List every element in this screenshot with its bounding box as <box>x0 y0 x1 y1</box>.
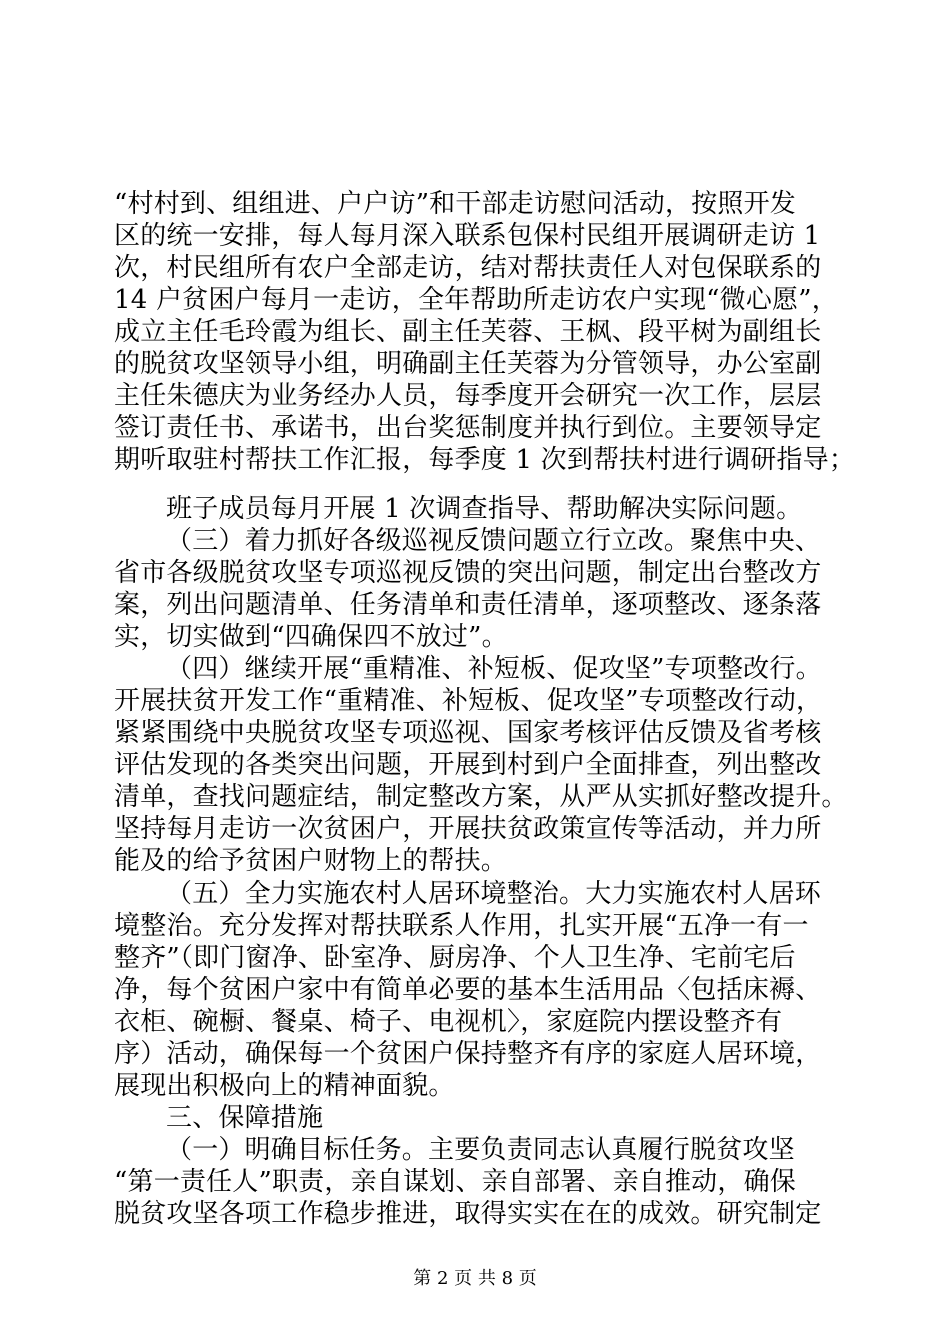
text-line: 签订责任书、承诺书，出台奖惩制度并执行到位。主要领导定 <box>114 413 822 443</box>
text-line: 主任朱德庆为业务经办人员，每季度开会研究一次工作，层层 <box>114 381 822 411</box>
text-line: 三、保障措施 <box>166 1103 324 1133</box>
text-line: 的脱贫攻坚领导小组，明确副主任芙蓉为分管领导，办公室副 <box>114 349 822 379</box>
text-line: 案，列出问题清单、任务清单和责任清单，逐项整改、逐条落 <box>114 590 822 620</box>
text-line: （三）着力抓好各级巡视反馈问题立行立改。聚焦中央、 <box>166 526 822 556</box>
text-line: 省市各级脱贫攻坚专项巡视反馈的突出问题，制定出台整改方 <box>114 558 822 588</box>
text-line: 14 户贫困户每月一走访，全年帮助所走访农户实现“微心愿”， <box>114 285 838 315</box>
text-line: 开展扶贫开发工作“重精准、补短板、促攻坚”专项整改行动， <box>114 686 823 716</box>
text-line: 境整治。充分发挥对帮扶联系人作用，扎实开展“五净一有一 <box>114 911 809 941</box>
text-line: 评估发现的各类突出问题，开展到村到户全面排查，列出整改 <box>114 750 822 780</box>
text-line: 展现出积极向上的精神面貌。 <box>114 1071 455 1101</box>
text-line: 期听取驻村帮扶工作汇报，每季度 1 次到帮扶村进行调研指导； <box>114 445 856 475</box>
text-line: 整齐”（即门窗净、卧室净、厨房净、个人卫生净、宅前宅后 <box>114 943 796 973</box>
text-line: 清单，查找问题症结，制定整改方案，从严从实抓好整改提升。 <box>114 782 848 812</box>
text-line: 成立主任毛玲霞为组长、副主任芙蓉、王枫、段平树为副组长 <box>114 317 822 347</box>
text-line: 序）活动，确保每一个贫困户保持整齐有序的家庭人居环境， <box>114 1039 822 1069</box>
text-line: “第一责任人”职责，亲自谋划、亲自部署、亲自推动，确保 <box>114 1167 796 1197</box>
text-line: （五）全力实施农村人居环境整治。大力实施农村人居环 <box>166 879 822 909</box>
text-line: 次，村民组所有农户全部走访，结对帮扶责任人对包保联系的 <box>114 253 822 283</box>
text-line: 区的统一安排，每人每月深入联系包保村民组开展调研走访 1 <box>114 221 821 251</box>
text-line: （四）继续开展“重精准、补短板、促攻坚”专项整改行。 <box>166 654 822 684</box>
text-line: 紧紧围绕中央脱贫攻坚专项巡视、国家考核评估反馈及省考核 <box>114 718 822 748</box>
text-line: 坚持每月走访一次贫困户，开展扶贫政策宣传等活动，并力所 <box>114 814 822 844</box>
text-line: 实，切实做到“四确保四不放过”。 <box>114 622 508 652</box>
text-line: 脱贫攻坚各项工作稳步推进，取得实实在在的成效。研究制定 <box>114 1199 822 1229</box>
text-line: 净，每个贫困户家中有简单必要的基本生活用品〈包括床褥、 <box>114 975 822 1005</box>
text-line: 能及的给予贫困户财物上的帮扶。 <box>114 846 508 876</box>
text-line: （一）明确目标任务。主要负责同志认真履行脱贫攻坚 <box>166 1135 795 1165</box>
text-line: 班子成员每月开展 1 次调查指导、帮助解决实际问题。 <box>166 494 803 524</box>
text-line: 衣柜、碗橱、餐桌、椅子、电视机〉，家庭院内摆设整齐有 <box>114 1007 783 1037</box>
page-footer: 第 2 页 共 8 页 <box>413 1268 537 1289</box>
text-line: “村村到、组组进、户户访”和干部走访慰问活动，按照开发 <box>114 189 796 219</box>
